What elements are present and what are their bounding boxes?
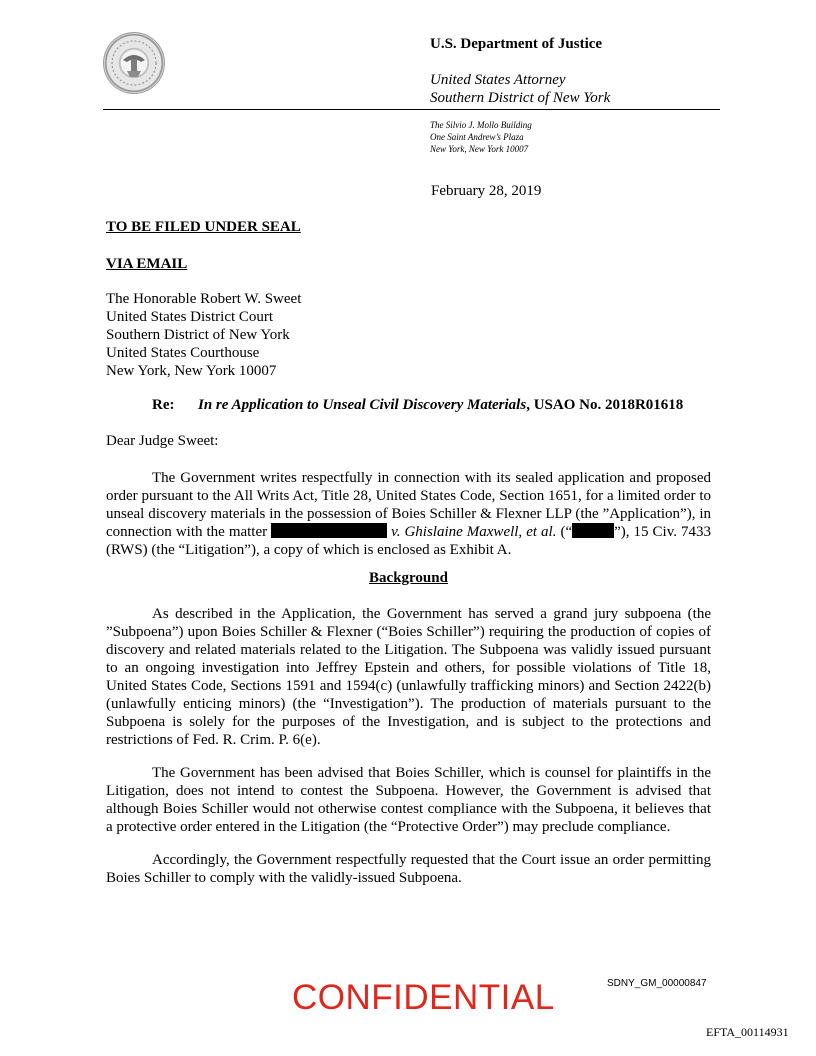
letter-date: February 28, 2019 [431, 183, 542, 199]
letterhead-rule [103, 109, 720, 110]
address-line: The Silvio J. Mollo Building [430, 120, 532, 130]
usao-number: , USAO No. 2018R01618 [526, 397, 684, 413]
open-quote: (“ [560, 524, 573, 540]
efta-number: EFTA_00114931 [706, 1025, 789, 1039]
recipient-line: United States Courthouse [106, 345, 260, 361]
section-heading: Background [369, 570, 448, 586]
bates-number: SDNY_GM_00000847 [607, 978, 707, 989]
office-line-2: Southern District of New York [430, 90, 611, 106]
office-line-1: United States Attorney [430, 72, 566, 88]
para1-text-end: ”), 15 Civ. 7433 (RWS) (the “Litigation”), a copy of which is enclosed as Exhibit A. [106, 524, 711, 558]
department-name: U.S. Department of Justice [430, 36, 603, 52]
re-title: In re Application to Unseal Civil Discovery Materials [198, 397, 527, 413]
recipient-line: New York, New York 10007 [106, 363, 277, 379]
office-address [430, 119, 532, 155]
doj-seal-icon [103, 32, 165, 94]
re-label: Re: [152, 397, 175, 413]
recipient-line: Southern District of New York [106, 327, 290, 343]
recipient-line: The Honorable Robert W. Sweet [106, 291, 302, 307]
office-name [430, 71, 610, 107]
para1-text: The Government writes respectfully in connection with its sealed application and proposed order pursuant to the All Writs Act, Title 28, United States Code, Section 1651, for a limited order to unseal discovery materials in the possession of Boies Schiller & Flexner LLP (the ”Application”), in connection with the matter [106, 470, 711, 540]
delivery-label: VIA EMAIL [106, 256, 188, 272]
confidential-stamp: CONFIDENTIAL [292, 978, 555, 1017]
recipient-line: United States District Court [106, 309, 274, 325]
re-line [106, 397, 736, 414]
paragraph-3: The Government has been advised that Boies Schiller, which is counsel for plaintiffs in the Litigation, does not intend to contest the Subpoena. However, the Government is advised that although Boies Schiller would not otherwise contest compliance with the Subpoena, it believes that a protective order entered in the Litigation (the “Protective Order”) may preclude compliance. [106, 765, 711, 835]
case-name: v. Ghislaine Maxwell, et al. [387, 524, 557, 540]
paragraph-1 [106, 469, 711, 559]
redaction-bar [271, 523, 387, 538]
paragraph-2: As described in the Application, the Government has served a grand jury subpoena (the ”Subpoena”) upon Boies Schiller & Flexner (“Boies Schiller”) requiring the production of copies of discovery and related materials related to the Litigation. The Subpoena was validly issued pursuant to an ongoing investigation into Jeffrey Epstein and others, for possible violations of Title 18, United States Code, Sections 1591 and 1594(c) (unlawfully trafficking minors) and Section 2422(b) (unlawfully enticing minors) (the “Investigation”). The production of materials pursuant to the Subpoena is solely for the purposes of the Investigation, and is subject to the protections and restrictions of Fed. R. Crim. P. 6(e). [106, 606, 711, 748]
address-line: New York, New York 10007 [430, 144, 529, 154]
address-line: One Saint Andrew’s Plaza [430, 132, 524, 142]
salutation: Dear Judge Sweet: [106, 433, 219, 449]
recipient-address [106, 290, 301, 380]
redaction-bar [572, 523, 614, 538]
filing-label: TO BE FILED UNDER SEAL [106, 219, 301, 235]
paragraph-4: Accordingly, the Government respectfully requested that the Court issue an order permitting Boies Schiller to comply with the validly-issued Subpoena. [106, 852, 711, 886]
